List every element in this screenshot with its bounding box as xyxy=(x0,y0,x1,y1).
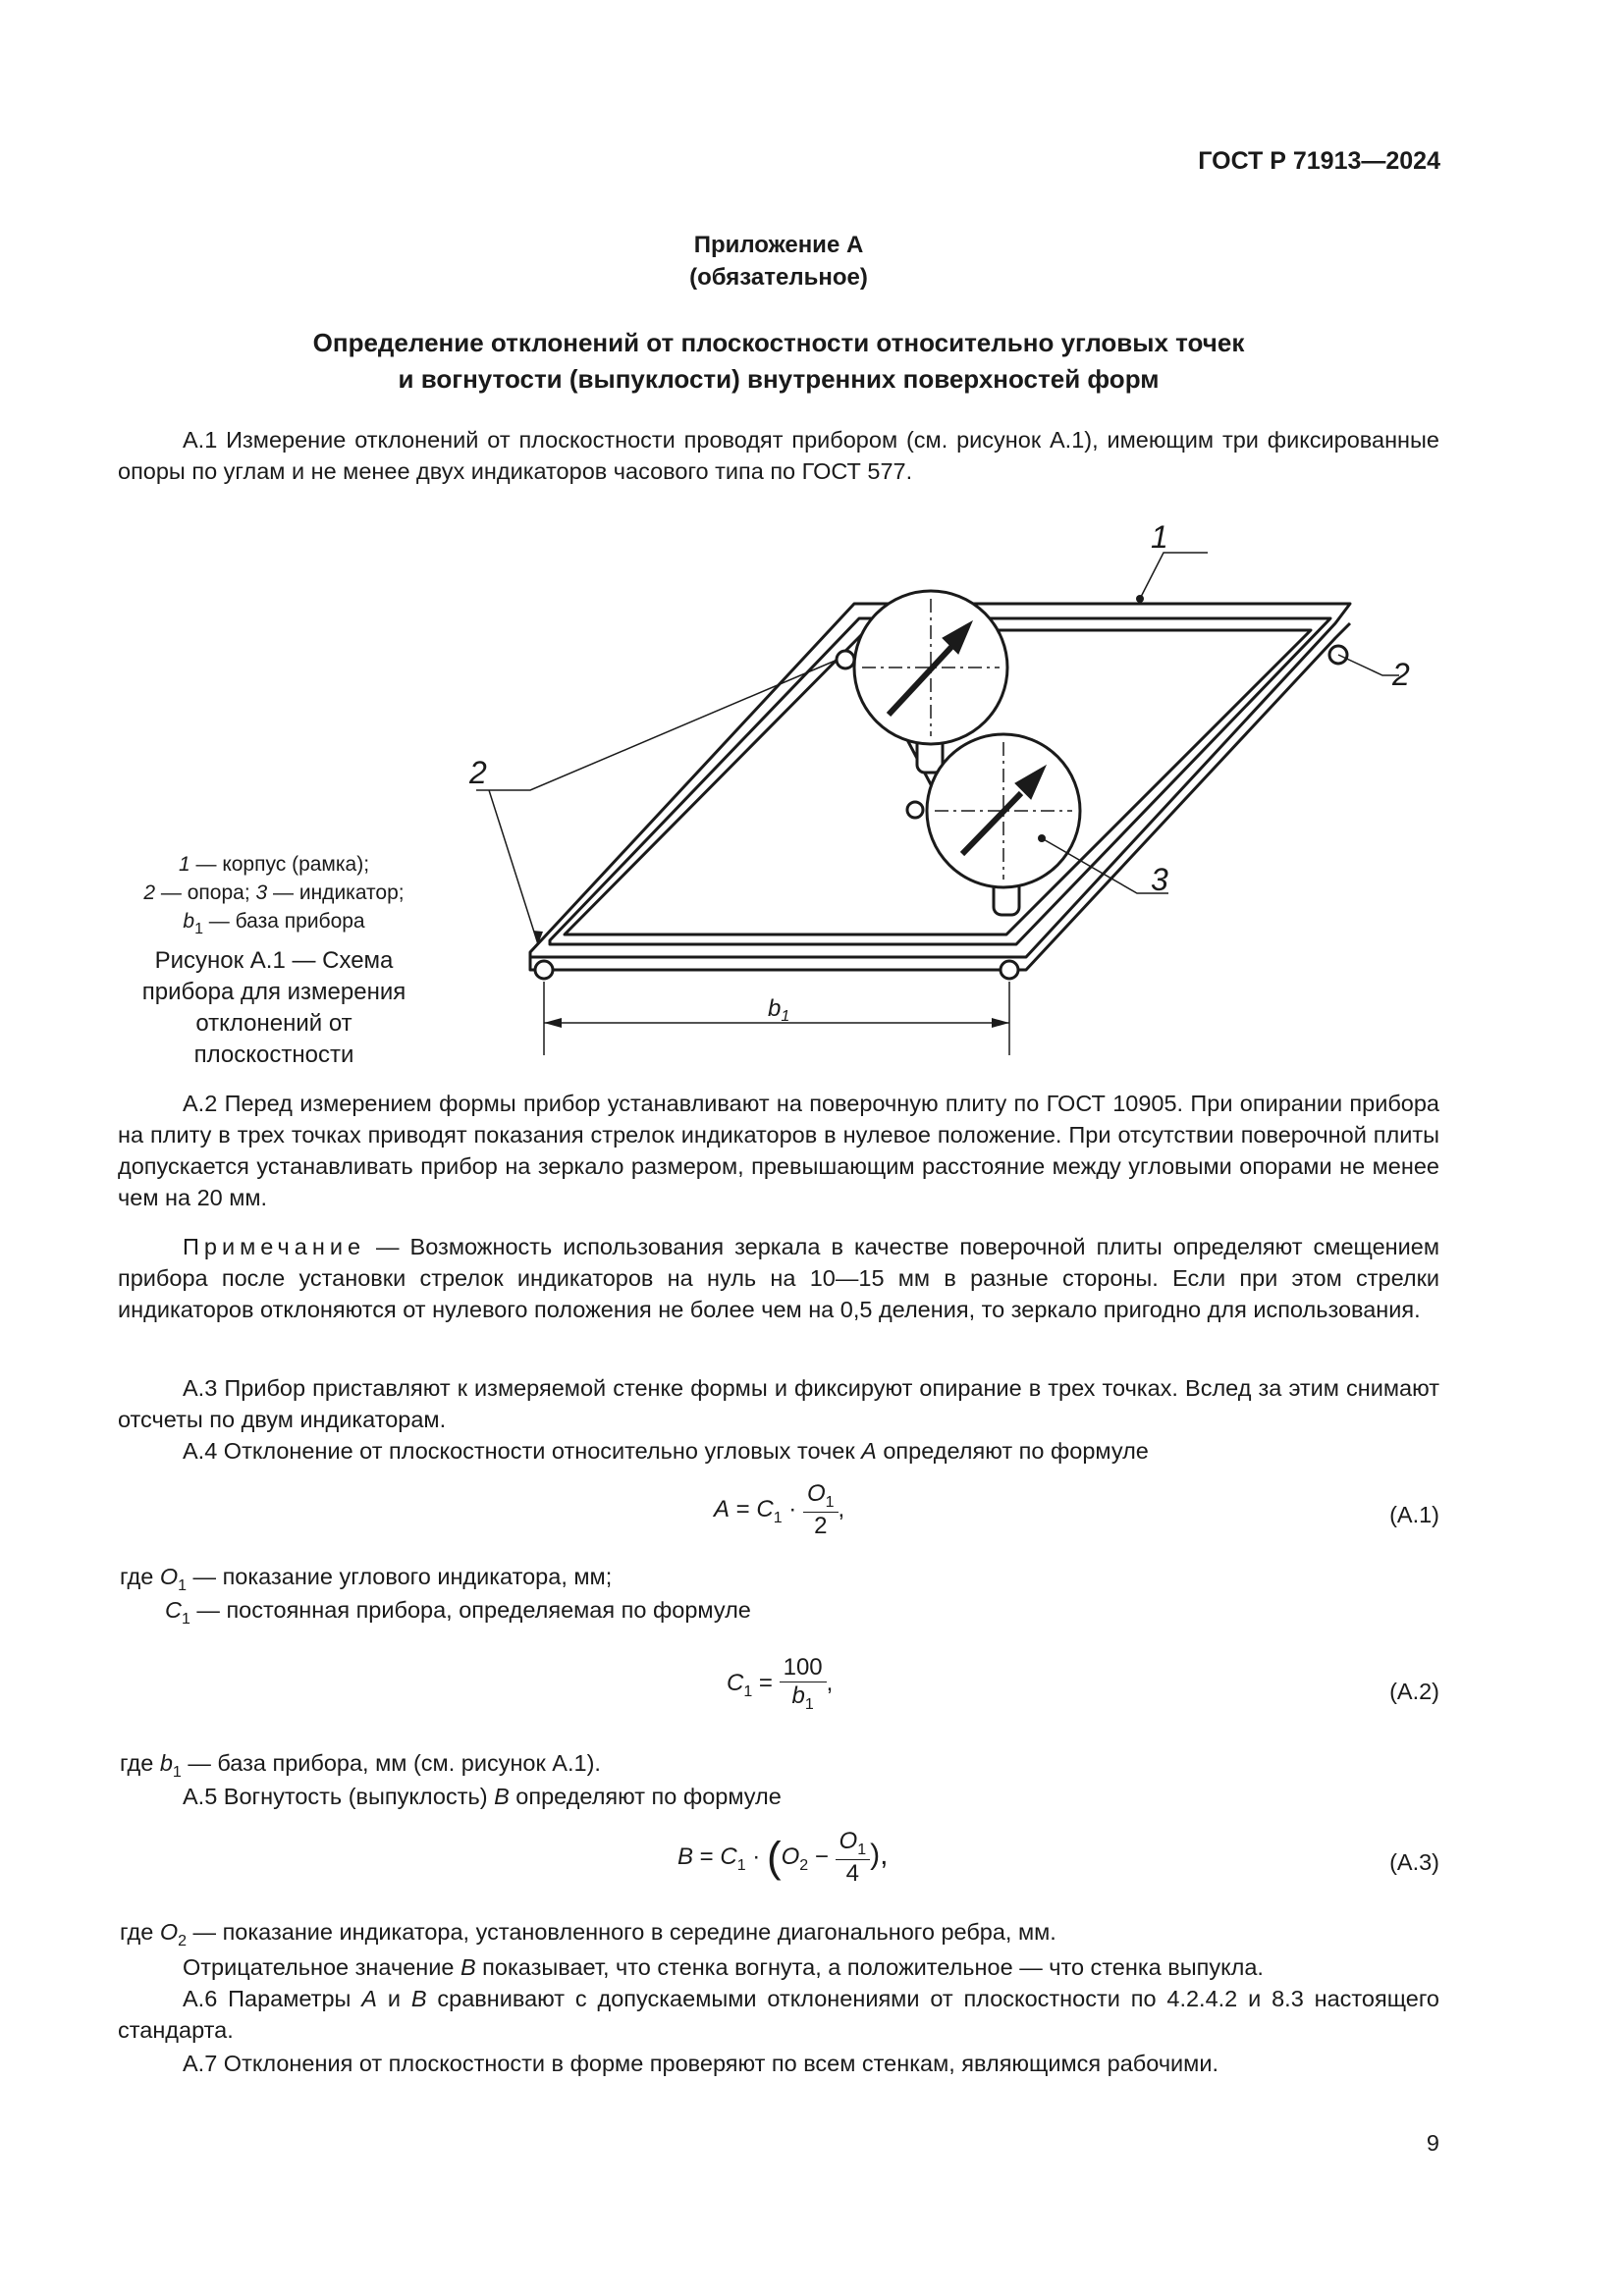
section-a7: А.7 Отклонения от плоскостности в форме проверяют по всем стенкам, являющимся рабочими. xyxy=(183,2051,1218,2076)
figure-a1-diagram xyxy=(432,520,1453,1070)
where-b1: где $b_1$ — база прибора, мм (см. рисунок А.1). xyxy=(120,1750,601,1781)
label-1: 1 xyxy=(1151,520,1168,555)
label-2-left: 2 xyxy=(469,755,487,790)
annex-heading-line1: Определение отклонений от плоскостности относительно угловых точек xyxy=(312,328,1245,357)
leader-1 xyxy=(1140,553,1208,599)
standard-id: ГОСТ Р 71913—2024 xyxy=(1198,147,1440,175)
figure-caption: Рисунок А.1 — Схема прибора для измерения отклонений от плоскостности xyxy=(141,947,406,1068)
section-a5: А.5 Вогнутость (выпуклость) В определяют по формуле xyxy=(183,1784,782,1809)
where-o2: где $O_2$ — показание индикатора, установленного в середине диагонального ребра, мм. xyxy=(120,1919,1056,1949)
support-mid xyxy=(907,802,923,818)
formula-a3-number: (А.3) xyxy=(1389,1849,1439,1875)
annex-heading xyxy=(118,325,1439,398)
annex-status: (обязательное) xyxy=(689,264,868,291)
section-a6: А.6 Параметры А и В сравнивают с допускаемыми отклонениями от плоскостности по 4.2.4.2 и 8.3 настоящего стандарта. xyxy=(118,1986,1439,2043)
section-a4: А.4 Отклонение от плоскостности относительно угловых точек А определяют по формуле xyxy=(183,1438,1149,1464)
section-a2: А.2 Перед измерением формы прибор устанавливают на поверочную плиту по ГОСТ 10905. При опирании прибора на плиту в трех точках приводят показания стрелок индикаторов в нулевое положение. При отсутствии поверочной плиты допускается устанавливать прибор на зеркало размером, превышающим расстояние между угловыми опорами не менее чем на 20 мм. xyxy=(118,1091,1439,1210)
leader-2-left xyxy=(476,660,838,944)
where-o1: где $O_1$ — показание углового индикатора, мм; xyxy=(120,1564,613,1594)
support-right xyxy=(1001,961,1018,979)
section-note: Примечание — Возможность использования зеркала в качестве поверочной плиты определяют смещением прибора после установки стрелок индикаторов на нуль на 10—15 мм в разные стороны. Если при этом стрелки индикаторов отклоняются от нулевого положения не более чем на 0,5 деления, то зеркало пригодно для использования. xyxy=(118,1234,1439,1322)
support-top-left xyxy=(837,651,854,668)
support-left xyxy=(535,961,553,979)
formula-a1: $A = C_1$ · $\frac{O_1}{2}$ , xyxy=(714,1480,845,1539)
page-number: 9 xyxy=(1426,2130,1439,2156)
section-a1: А.1 Измерение отклонений от плоскостности проводят прибором (см. рисунок А.1), имеющим три фиксированные опоры по углам и не менее двух индикаторов часового типа по ГОСТ 577. xyxy=(118,427,1439,484)
label-b1: $b_1$ xyxy=(768,995,790,1025)
formula-a1-number: (А.1) xyxy=(1389,1502,1439,1527)
label-2-right: 2 xyxy=(1392,657,1410,692)
formula-a2: $C_1$ = $\frac{100}{b_1}$ , xyxy=(727,1654,834,1713)
where-c1: $C_1$ — постоянная прибора, определяемая по формуле xyxy=(165,1597,751,1628)
formula-a2-number: (А.2) xyxy=(1389,1679,1439,1704)
section-a3: А.3 Прибор приставляют к измеряемой стенке формы и фиксируют опирание в трех точках. Вслед за этим снимают отсчеты по двум индикаторам. xyxy=(118,1375,1439,1432)
annex-label: Приложение А xyxy=(693,232,864,258)
label-3: 3 xyxy=(1151,862,1168,897)
annex-title xyxy=(118,229,1439,294)
formula-a3: $B = C_1 \cdot (O_2$ − $\frac{O_1}{4}$ ), xyxy=(677,1828,889,1887)
annex-heading-line2: и вогнутости (выпуклости) внутренних поверхностей форм xyxy=(398,364,1160,394)
negative-note: Отрицательное значение В показывает, что стенка вогнута, а положительное — что стенка выпукла. xyxy=(183,1954,1264,1980)
figure-legend: 1 — корпус (рамка); 2 — опора; 3 — индикатор; $b_1$ — база прибора xyxy=(143,853,405,937)
